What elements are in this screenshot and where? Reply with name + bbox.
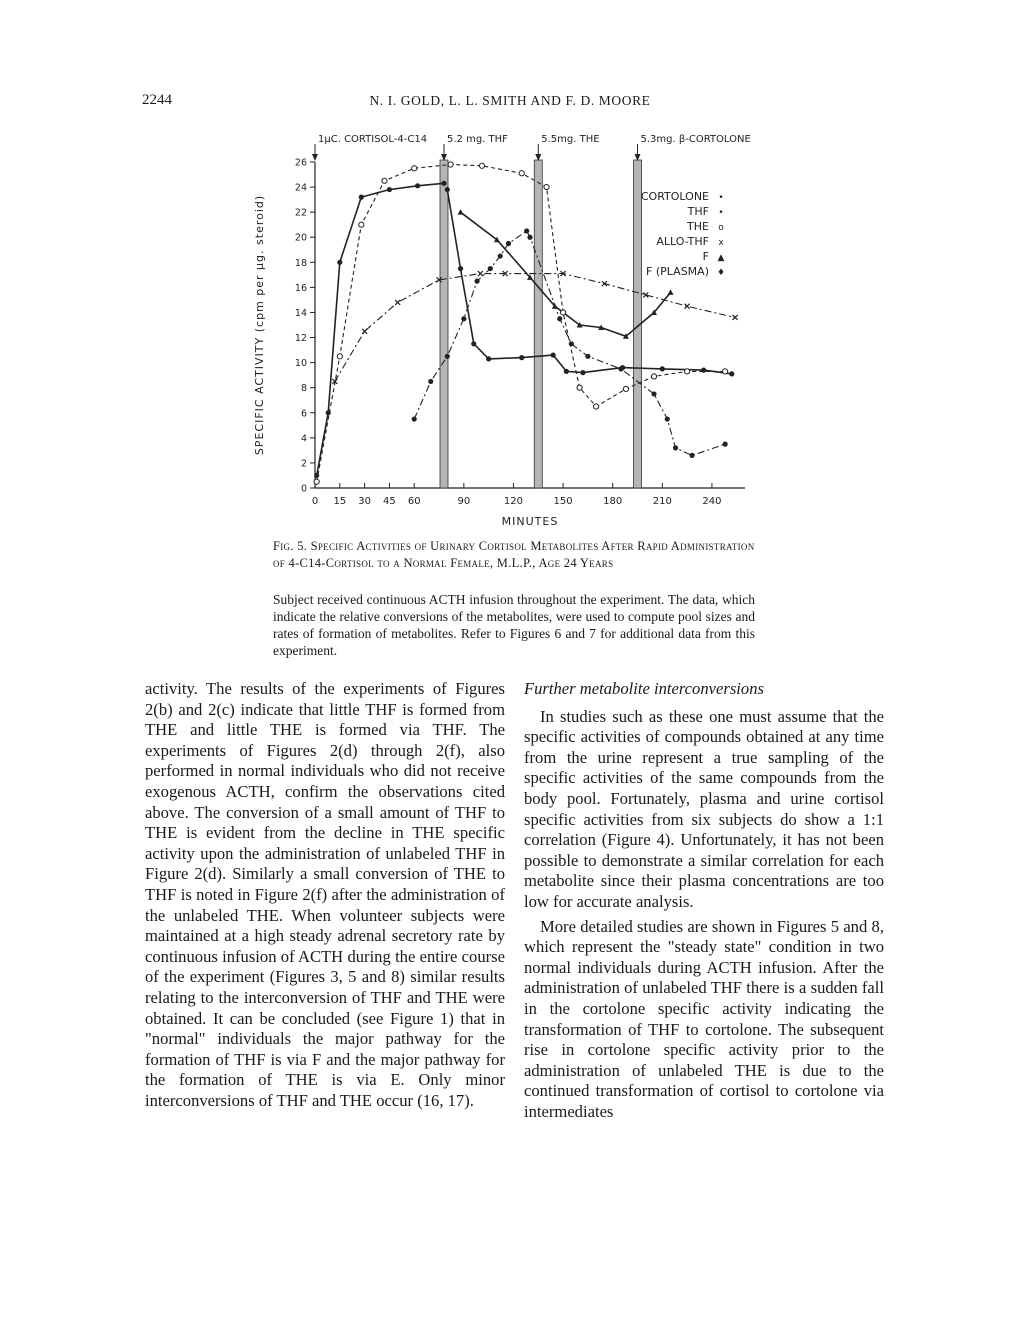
data-point xyxy=(623,386,628,391)
x-tick-label: 15 xyxy=(333,496,347,507)
data-point xyxy=(577,385,582,390)
administration-bar xyxy=(440,160,448,488)
data-point xyxy=(445,354,450,359)
data-point xyxy=(412,166,417,171)
y-tick-label: 8 xyxy=(300,383,307,395)
administration-bar xyxy=(534,160,542,488)
y-tick-label: 12 xyxy=(294,333,307,345)
legend-marker: ♦ xyxy=(716,268,726,278)
data-point xyxy=(488,266,493,271)
data-point xyxy=(689,453,694,458)
y-tick-label: 4 xyxy=(300,433,307,445)
legend-marker: o xyxy=(718,223,724,233)
x-tick-label: 90 xyxy=(457,496,471,507)
x-tick-label: 150 xyxy=(553,496,573,507)
data-point xyxy=(337,260,342,265)
data-point xyxy=(524,228,529,233)
data-point xyxy=(387,187,392,192)
data-point xyxy=(585,354,590,359)
data-point xyxy=(362,329,367,334)
data-point xyxy=(461,316,466,321)
y-tick-label: 0 xyxy=(300,483,307,495)
left-column-text: activity. The results of the experiments of Figures 2(b) and 2(c) indicate that little THF is formed from THE and little THE is formed via THF. The experiments of Figures 2(d) through 2(f), also performed in normal individuals who did not receive exogenous ACTH, confirm the observations cited above. The conversion of a small amount of THF to THE is evident from the decline in THE specific activity upon the administration of unlabeled THF in Figure 2(d). Similarly a small conversion of THE to THF is noted in Figure 2(f) after the administration of the unlabeled THE. When volunteer subjects were maintained at a high steady adrenal secretory rate by continuous infusion of ACTH during the entire course of the experiment (Figures 3, 5 and 8) similar results relating to the interconversion of THF and THE were obtained. It can be concluded (see Figure 1) that in "normal" individuals the major pathway for the formation of THF is via F and the major pathway for the formation of THE is via E. Only minor interconversions of THF and THE occur (16, 17). xyxy=(145,679,505,1110)
y-tick-label: 6 xyxy=(300,408,307,420)
left-column xyxy=(145,679,505,1111)
legend-label: ALLO-THF xyxy=(656,235,709,248)
annotation-label: 5.5mg. THE xyxy=(541,134,600,145)
series-line xyxy=(317,183,444,475)
y-axis-label: SPECIFIC ACTIVITY (cpm per μg. steroid) xyxy=(253,194,266,456)
data-point xyxy=(580,370,585,375)
data-point xyxy=(441,181,446,186)
legend-marker: • xyxy=(718,208,724,218)
figure-caption-title: Fig. 5. Specific Activities of Urinary Cortisol Metabolites After Rapid Administration of 4-C14-Cortisol to a Normal Female, M.L.P., Age 24 Years xyxy=(273,539,755,570)
data-point xyxy=(723,442,728,447)
data-point xyxy=(486,356,491,361)
data-point xyxy=(478,271,483,276)
y-tick-label: 20 xyxy=(294,232,307,244)
legend-marker: x xyxy=(718,238,724,248)
data-point xyxy=(498,253,503,258)
data-point xyxy=(382,178,387,183)
y-tick-label: 18 xyxy=(294,257,307,269)
data-point xyxy=(359,195,364,200)
y-tick-label: 26 xyxy=(294,157,307,169)
x-tick-label: 0 xyxy=(311,496,319,507)
data-point xyxy=(665,416,670,421)
series-line xyxy=(317,165,726,482)
data-point xyxy=(569,341,574,346)
data-point xyxy=(314,479,319,484)
data-point xyxy=(729,371,734,376)
right-paragraph-1: In studies such as these one must assume that the specific activities of compounds obtained at any time from the urine represent a true sampling of the specific activities of the same compounds from the body pool. Fortunately, plasma and urine cortisol specific activities from six subjects do show a 1:1 correlation (Figure 4). Unfortunately, it has not been possible to demonstrate a similar correlation for each metabolite since their plasma concentrations are too low for accurate analysis. xyxy=(524,706,884,911)
data-point xyxy=(527,235,532,240)
data-point xyxy=(415,183,420,188)
y-tick-label: 16 xyxy=(294,282,307,294)
x-tick-label: 240 xyxy=(702,496,722,507)
right-paragraph-2: More detailed studies are shown in Figures 5 and 8, which represent the "steady state" condition in two normal individuals during ACTH infusion. After the administration of unlabeled THF there is a sudden fall in the cortolone specific activity indicating the transformation of THF to cortolone. The subsequent rise in cortolone specific activity prior to the administration of unlabeled THE is due to the continued transformation of cortisol to cortolone via intermediates xyxy=(524,916,884,1121)
legend-label: F (PLASMA) xyxy=(646,265,709,278)
arrow-head xyxy=(312,154,318,161)
data-point xyxy=(474,279,479,284)
annotation-label: 1μC. CORTISOL-4-C14 xyxy=(318,134,428,145)
data-point xyxy=(412,416,417,421)
figure-5-chart xyxy=(240,128,780,528)
data-point xyxy=(673,445,678,450)
data-point xyxy=(448,162,453,167)
y-tick-label: 24 xyxy=(294,182,307,194)
y-tick-label: 14 xyxy=(294,307,307,319)
data-point xyxy=(359,222,364,227)
data-point xyxy=(660,366,665,371)
data-point xyxy=(519,355,524,360)
x-tick-label: 60 xyxy=(407,496,421,507)
data-point xyxy=(685,369,690,374)
legend-marker: • xyxy=(718,193,724,203)
data-point xyxy=(395,300,400,305)
data-point xyxy=(544,184,549,189)
legend-label: THF xyxy=(687,205,709,218)
data-point xyxy=(701,368,706,373)
figure-caption-body: Subject received continuous ACTH infusion throughout the experiment. The data, which indicate the relative conversions of the metabolites, were used to compute pool sizes and rates of formation of metabolites. Refer to Figures 6 and 7 for additional data from this experiment. xyxy=(273,592,755,658)
page-number: 2244 xyxy=(142,92,172,108)
data-point xyxy=(618,366,623,371)
x-tick-label: 45 xyxy=(383,496,396,507)
x-tick-label: 180 xyxy=(603,496,623,507)
data-point xyxy=(723,369,728,374)
y-tick-label: 10 xyxy=(294,358,307,370)
x-tick-label: 210 xyxy=(652,496,672,507)
data-point xyxy=(326,410,331,415)
section-title: Further metabolite interconversions xyxy=(524,679,764,698)
data-point xyxy=(557,316,562,321)
annotation-label: 5.3mg. β-CORTOLONE xyxy=(640,134,751,145)
annotation-label: 5.2 mg. THF xyxy=(447,134,508,145)
data-point xyxy=(519,171,524,176)
x-tick-label: 30 xyxy=(358,496,371,507)
y-tick-label: 2 xyxy=(300,458,307,470)
data-point xyxy=(337,354,342,359)
data-point xyxy=(506,241,511,246)
data-point xyxy=(651,391,656,396)
data-point xyxy=(458,209,464,215)
running-head: N. I. GOLD, L. L. SMITH AND F. D. MOORE xyxy=(369,93,651,108)
legend-label: THE xyxy=(687,220,709,233)
right-column xyxy=(524,679,884,1122)
data-point xyxy=(479,163,484,168)
y-tick-label: 22 xyxy=(294,207,307,219)
legend-marker: ▲ xyxy=(717,253,725,263)
data-point xyxy=(651,374,656,379)
data-point xyxy=(564,369,569,374)
data-point xyxy=(594,404,599,409)
x-tick-label: 120 xyxy=(503,496,524,507)
data-point xyxy=(314,473,319,478)
data-point xyxy=(458,266,463,271)
data-point xyxy=(428,379,433,384)
x-axis-label: MINUTES xyxy=(501,515,559,528)
data-point xyxy=(445,187,450,192)
data-point xyxy=(668,289,674,295)
data-point xyxy=(471,341,476,346)
data-point xyxy=(551,352,556,357)
data-point xyxy=(733,315,738,320)
data-point xyxy=(560,310,565,315)
legend-label: F xyxy=(702,250,709,263)
legend-label: CORTOLONE xyxy=(640,190,709,203)
